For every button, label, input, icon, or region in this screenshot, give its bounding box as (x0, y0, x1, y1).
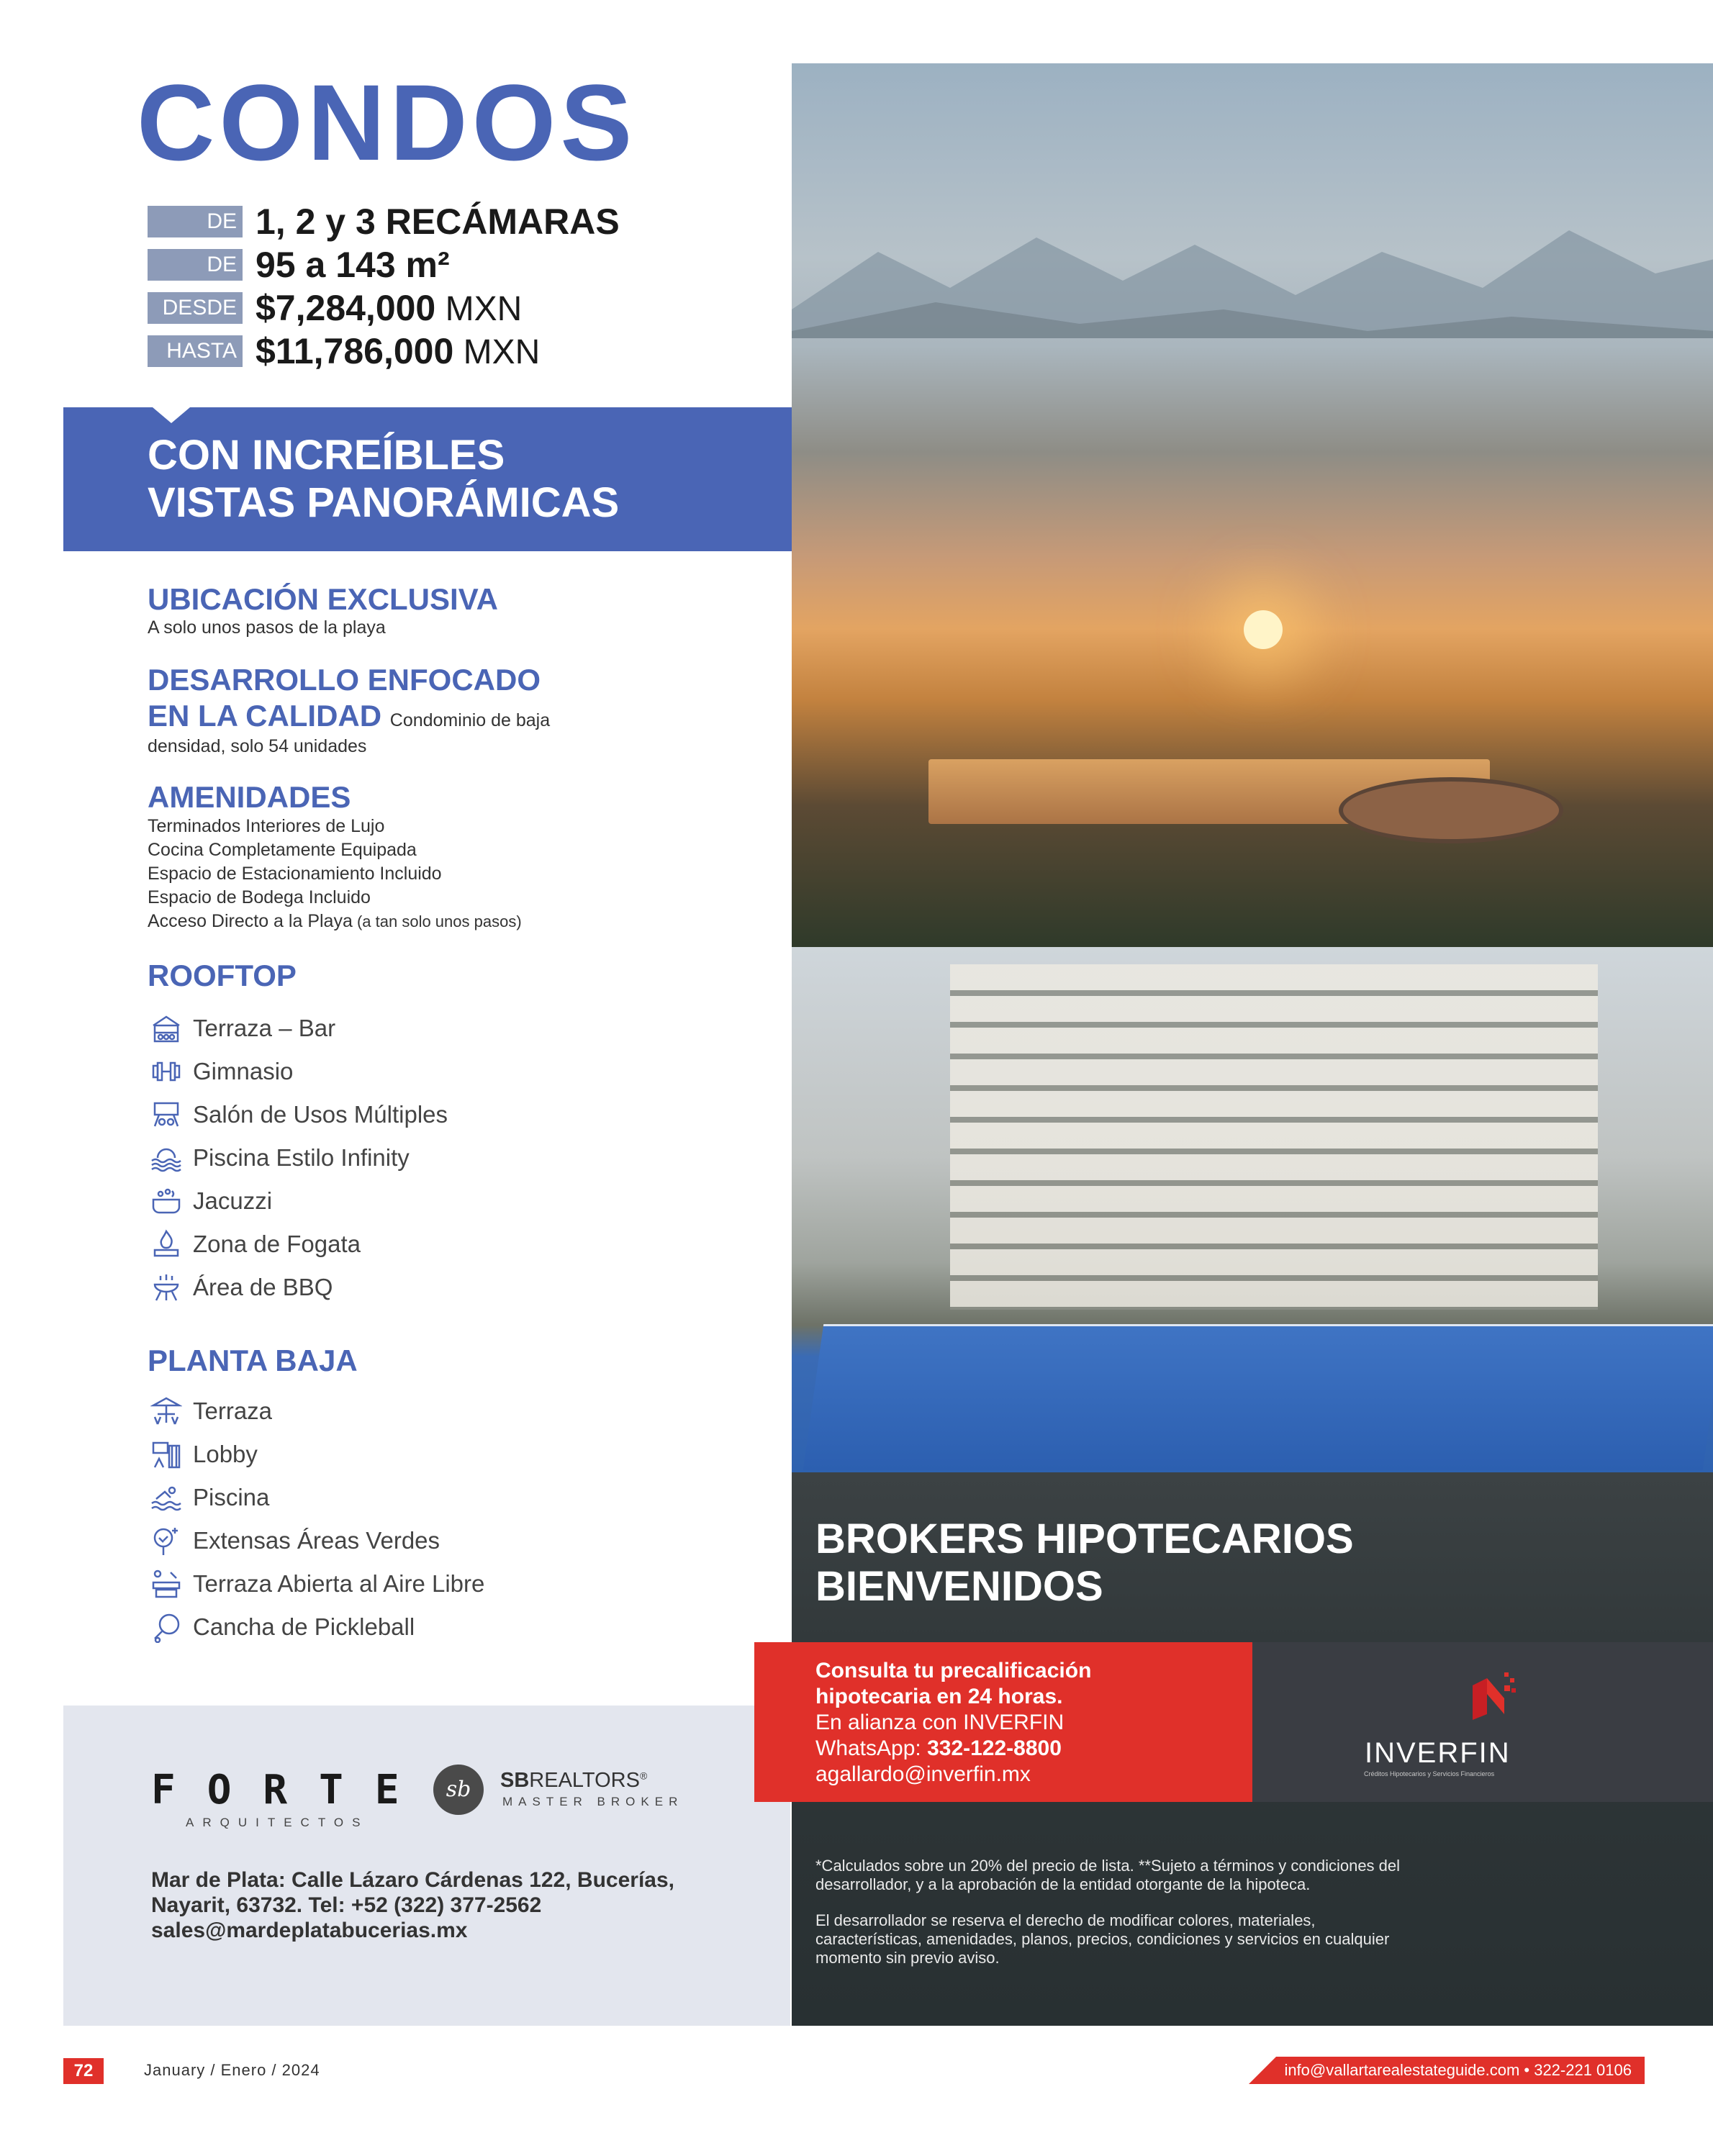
contact-email[interactable]: sales@mardeplatabucerias.mx (151, 1919, 468, 1942)
forte-sub: ARQUITECTOS (186, 1816, 369, 1829)
jacuzzi-icon (150, 1185, 183, 1218)
desarrollo-inline: Condominio de baja (389, 710, 551, 730)
feature-jacuzzi (150, 1183, 272, 1219)
feature-label: Terraza (193, 1398, 273, 1424)
lobby-icon (150, 1438, 183, 1471)
feature-piscina (150, 1480, 269, 1516)
disclaimer-terms (815, 1857, 1607, 1894)
fire-pit-icon (150, 1228, 183, 1261)
bar-icon (150, 1012, 183, 1045)
feature-label: Salón de Usos Múltiples (193, 1101, 448, 1128)
desarrollo-sub: densidad, solo 54 unidades (148, 736, 367, 756)
spec-unit: MXN (453, 333, 541, 371)
feature-terraza (150, 1393, 272, 1429)
infinity-pool-icon (150, 1141, 183, 1174)
feature-label: Área de BBQ (193, 1274, 333, 1300)
desarrollo-title-text: EN LA CALIDAD (148, 699, 382, 733)
spec-price-to (148, 331, 540, 371)
spec-price-from (148, 288, 522, 328)
sun (1244, 610, 1283, 649)
feature-label: Zona de Fogata (193, 1231, 361, 1257)
mountains-silhouette (792, 223, 1713, 338)
feature-label: Extensas Áreas Verdes (193, 1527, 440, 1554)
precalificacion-line: hipotecaria en 24 horas. (815, 1685, 1063, 1708)
disclaimer-rights (815, 1911, 1607, 1967)
registered-mark: ® (639, 1770, 648, 1782)
banner-text (148, 432, 619, 527)
spec-tag: DE (148, 206, 243, 237)
feature-label: Piscina Estilo Infinity (193, 1144, 410, 1171)
footer-contact-notch (1249, 2057, 1276, 2084)
issue-date: January / Enero / 2024 (144, 2061, 320, 2079)
list-item: Terminados Interiores de Lujo (148, 816, 385, 836)
brokers-line: BIENVENIDOS (815, 1563, 1103, 1610)
feature-bbq (150, 1269, 333, 1305)
brokers-heading (815, 1516, 1354, 1611)
feature-label: Lobby (193, 1441, 258, 1467)
planta-baja-title: PLANTA BAJA (148, 1344, 358, 1377)
disclaimer-line: características, amenidades, planos, precios, condiciones y servicios en cualquier (815, 1930, 1390, 1948)
feature-areas-verdes (150, 1523, 440, 1559)
list-item: Espacio de Bodega Incluido (148, 887, 371, 907)
contact-panel (63, 1706, 790, 2026)
feature-label: Terraza – Bar (193, 1015, 336, 1041)
spec-value: 95 a 143 m² (256, 245, 450, 285)
footer-contact[interactable]: info@vallartarealestateguide.com • 322-221 0106 (1249, 2057, 1645, 2084)
dumbbell-icon (150, 1055, 183, 1088)
feature-terraza-abierta (150, 1566, 484, 1602)
outdoor-terrace-icon (150, 1567, 183, 1600)
spec-value: $11,786,000 (256, 331, 454, 371)
list-item (148, 910, 522, 933)
list-item-text: Acceso Directo a la Playa (148, 911, 353, 931)
feature-piscina-infinity (150, 1140, 410, 1176)
sb-bold: SB (500, 1769, 530, 1792)
precalificacion-text (815, 1658, 1091, 1788)
terrace-icon (150, 1395, 183, 1428)
pickleball-paddle-icon (150, 1611, 183, 1644)
inverfin-tagline: Créditos Hipotecarios y Servicios Financieros (1364, 1770, 1495, 1777)
rooftop-jacuzzi (1339, 777, 1563, 843)
feature-label: Piscina (193, 1484, 270, 1510)
feature-gimnasio (150, 1054, 293, 1090)
list-item: Espacio de Estacionamiento Incluido (148, 864, 442, 884)
inverfin-logo-icon (1471, 1670, 1517, 1720)
precalificacion-email[interactable]: agallardo@inverfin.mx (815, 1762, 1031, 1786)
sb-name-text: REALTORS (529, 1769, 640, 1792)
spec-area (148, 245, 450, 285)
list-item-note: (a tan solo unos pasos) (352, 912, 522, 930)
spec-tag: DESDE (148, 292, 243, 324)
contact-phone: Nayarit, 63732. Tel: +52 (322) 377-2562 (151, 1893, 542, 1917)
banner-line: VISTAS PANORÁMICAS (148, 479, 620, 526)
sb-realtors-name (500, 1769, 647, 1793)
feature-terraza-bar (150, 1010, 335, 1046)
spec-tag: DE (148, 249, 243, 281)
spec-value: $7,284,000 (256, 288, 436, 328)
inverfin-box (1252, 1642, 1713, 1802)
spec-unit: MXN (435, 290, 523, 328)
whatsapp-label: WhatsApp: (815, 1736, 928, 1760)
brokers-line: BROKERS HIPOTECARIOS (815, 1516, 1354, 1562)
page-title: CONDOS (137, 62, 637, 183)
spec-bedrooms (148, 201, 620, 242)
ubicacion-title: UBICACIÓN EXCLUSIVA (148, 582, 498, 616)
amenidades-title: AMENIDADES (148, 780, 351, 814)
desarrollo-title-line2 (148, 699, 550, 737)
contact-address: Mar de Plata: Calle Lázaro Cárdenas 122, Bucerías, (151, 1868, 674, 1892)
precalificacion-line: Consulta tu precalificación (815, 1659, 1092, 1682)
amenidades-list (148, 815, 522, 933)
precalificacion-line: En alianza con INVERFIN (815, 1711, 1065, 1734)
feature-label: Terraza Abierta al Aire Libre (193, 1570, 485, 1597)
sb-realtors-logo-mark: sb (433, 1765, 484, 1815)
disclaimer-line: momento sin previo aviso. (815, 1949, 1000, 1967)
bbq-grill-icon (150, 1271, 183, 1304)
feature-label: Cancha de Pickleball (193, 1613, 415, 1640)
banner-notch (153, 407, 190, 423)
whatsapp-line (815, 1736, 1091, 1762)
rooftop-title: ROOFTOP (148, 959, 297, 992)
pickleball-court (803, 1324, 1713, 1470)
feature-salon (150, 1097, 448, 1133)
spec-tag: HASTA (148, 335, 243, 367)
tree-icon (150, 1524, 183, 1557)
disclaimer-line: *Calculados sobre un 20% del precio de lista. **Sujeto a términos y condiciones del (815, 1857, 1401, 1875)
feature-fogata (150, 1226, 361, 1262)
list-item: Cocina Completamente Equipada (148, 840, 417, 860)
ubicacion-sub: A solo unos pasos de la playa (148, 617, 386, 638)
spec-value: 1, 2 y 3 RECÁMARAS (256, 201, 620, 242)
building-facade (950, 964, 1598, 1310)
page-number: 72 (63, 2058, 104, 2084)
disclaimer-line: El desarrollador se reserva el derecho de modificar colores, materiales, (815, 1911, 1316, 1929)
feature-lobby (150, 1436, 258, 1472)
whatsapp-number[interactable]: 332-122-8800 (927, 1736, 1062, 1760)
desarrollo-title: DESARROLLO ENFOCADO (148, 663, 541, 697)
sb-realtors-sub: MASTER BROKER (502, 1795, 684, 1808)
contact-info (151, 1867, 674, 1943)
feature-label: Jacuzzi (193, 1187, 273, 1214)
swimmer-icon (150, 1481, 183, 1514)
inverfin-name: INVERFIN (1365, 1737, 1511, 1769)
disclaimer-line: desarrollador, y a la aprobación de la entidad otorgante de la hipoteca. (815, 1875, 1311, 1893)
feature-pickleball (150, 1609, 415, 1645)
banner-line: CON INCREÍBLES (148, 432, 505, 479)
feature-label: Gimnasio (193, 1058, 294, 1084)
forte-logo: FORTE (151, 1767, 431, 1813)
event-hall-icon (150, 1098, 183, 1131)
